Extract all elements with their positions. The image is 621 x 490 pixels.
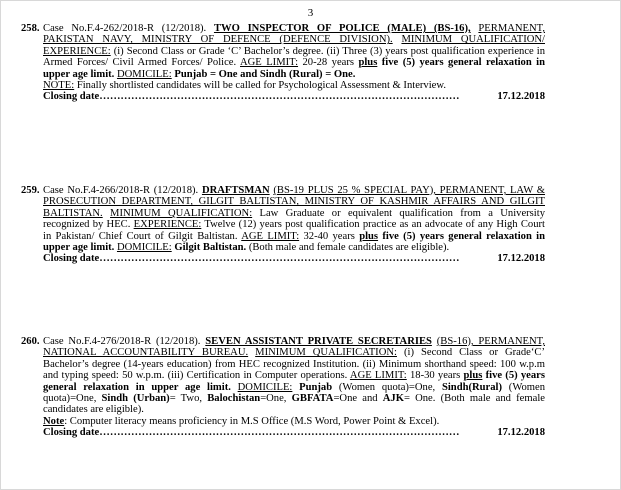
domicile-balochistan: Balochistan (207, 393, 261, 405)
case-number: Case No.F.4-276/2018-R (12/2018). (43, 336, 201, 347)
age-limit-text: 20-28 years (302, 57, 355, 69)
domicile-ajk-quota: = One. (403, 393, 436, 405)
domicile-label: DOMICILE: (237, 381, 293, 393)
case-number: Case No.F.4-266/2018-R (12/2018). (43, 185, 199, 196)
post-detail: PERMANENT, PAKISTAN NAVY, MINISTRY OF DEFENCE (DEFENCE DIVISION). (43, 23, 545, 46)
relaxation-plus: plus (463, 370, 483, 382)
relaxation-text: five (5) years general relaxation in upper age limit. (43, 370, 545, 393)
domicile-gbfata-quota: =One and (333, 393, 378, 405)
entry-body (43, 185, 545, 253)
advert-entry-259 (21, 185, 546, 265)
qualification-text: (i) Second Class or Grade‘C’ Bachelor’s degree (14-years education) from HEC recognized Institution. (ii) Minimum shorthand speed: 100 w.p.m and typing speed: 50 w.p.m. (iii) Certification in Computer operations. (43, 347, 545, 382)
closing-date-line (43, 427, 545, 438)
age-limit-label: AGE LIMIT: (349, 370, 407, 382)
closing-dots: ………………………………………………………………………………………… (99, 91, 460, 103)
domicile-sindh-rural-quota: (Women quota)=One, (43, 381, 546, 405)
domicile-text: Gilgit Baltistan. (174, 242, 247, 254)
domicile-extra: (Both male and female candidates are eligible). (43, 393, 545, 416)
domicile-text: Punjab = One and Sindh (Rural) = One. (174, 68, 356, 80)
advert-entry-260 (21, 336, 546, 439)
age-limit-text: 18-30 years (409, 370, 461, 382)
domicile-punjab-quota: (Women quota)=One, (338, 381, 436, 393)
closing-date: 17.12.2018 (497, 427, 545, 439)
post-title: SEVEN ASSISTANT PRIVATE SECRETARIES (205, 336, 432, 347)
note-line (43, 416, 545, 427)
post-title: DRAFTSMAN (201, 185, 270, 196)
closing-date-line (43, 253, 545, 264)
age-limit-label: AGE LIMIT: (241, 230, 300, 242)
domicile-label: DOMICILE: (116, 242, 172, 254)
closing-label: Closing date (43, 427, 100, 439)
domicile-ajk: AJK (382, 393, 404, 405)
domicile-gbfata: GBFATA (291, 393, 334, 405)
note-line (43, 80, 545, 91)
relaxation-plus: plus (358, 57, 378, 69)
domicile-sindh-rural: Sindh(Rural) (441, 381, 503, 393)
relaxation-text: five (5) years general relaxation in upper age limit. (43, 57, 545, 80)
entry-number: 260. (21, 336, 40, 347)
case-number: Case No.F.4-262/2018-R (12/2018). (43, 23, 207, 34)
domicile-label: DOMICILE: (116, 68, 172, 80)
closing-date: 17.12.2018 (497, 253, 545, 265)
domicile-extra: (Both male and female candidates are eligible). (248, 242, 450, 254)
age-limit-text: 32-40 years (303, 230, 355, 242)
post-detail: (BS-16), PERMANENT, NATIONAL ACCOUNTABILITY BUREAU. (43, 336, 545, 359)
qualification-text: (i) Second Class or Grade ‘C’ Bachelor’s degree. (ii) Three (3) years post qualification experience in Armed Forces/ Civil Armed Forces/ Police. (43, 45, 545, 69)
qualification-label: MINIMUM QUALIFICATION: (255, 347, 397, 359)
closing-label: Closing date (43, 253, 100, 265)
closing-date: 17.12.2018 (497, 91, 545, 103)
experience-text: Twelve (12) years post qualification practice as an advocate of any High Court in Pakistan/ Chief Court of Gilgit Baltistan. (43, 219, 545, 242)
domicile-sindh-urban: Sindh (Urban) (101, 393, 170, 405)
domicile-punjab: Punjab (299, 381, 333, 393)
entry-number: 259. (21, 185, 40, 196)
qualification-label: MINIMUM QUALIFICATION/ EXPERIENCE: (43, 34, 545, 57)
relaxation-text: five (5) years general relaxation in upper age limit. (43, 230, 545, 254)
domicile-balochistan-quota: =One, (260, 393, 287, 405)
age-limit-label: AGE LIMIT: (240, 57, 299, 69)
note-text: : Computer literacy means proficiency in M.S Office (M.S Word, Power Point & Excel). (64, 415, 440, 427)
note-text: Finally shortlisted candidates will be called for Psychological Assessment & Interview. (76, 80, 446, 92)
experience-label: EXPERIENCE: (133, 219, 202, 231)
entry-body (43, 23, 545, 80)
note-label: Note (43, 415, 65, 427)
relaxation-plus: plus (359, 230, 379, 242)
entry-body (43, 336, 545, 416)
closing-label: Closing date (43, 91, 100, 103)
closing-date-line (43, 91, 545, 102)
qualification-label: MINIMUM QUALIFICATION: (110, 207, 253, 219)
closing-dots: ………………………………………………………………………………………… (99, 427, 460, 439)
page-number: 3 (307, 7, 314, 19)
entry-number: 258. (21, 23, 40, 34)
closing-dots: ………………………………………………………………………………………… (99, 253, 460, 265)
post-title: TWO INSPECTOR OF POLICE (MALE) (BS-16), (213, 23, 471, 34)
advert-entry-258 (21, 23, 545, 103)
qualification-text: Law Graduate or equivalent qualification from a University recognized by HEC. (43, 207, 545, 231)
domicile-sindh-urban-quota: = Two, (169, 393, 203, 405)
post-detail: (BS-19 PLUS 25 % SPECIAL PAY), PERMANENT, LAW & PROSECUTION DEPARTMENT, GILGIT BALTISTAN, MINISTRY OF KASHMIR AFFAIRS AND GILGIT BALTISTAN. (43, 185, 546, 219)
note-label: NOTE: (43, 80, 75, 92)
